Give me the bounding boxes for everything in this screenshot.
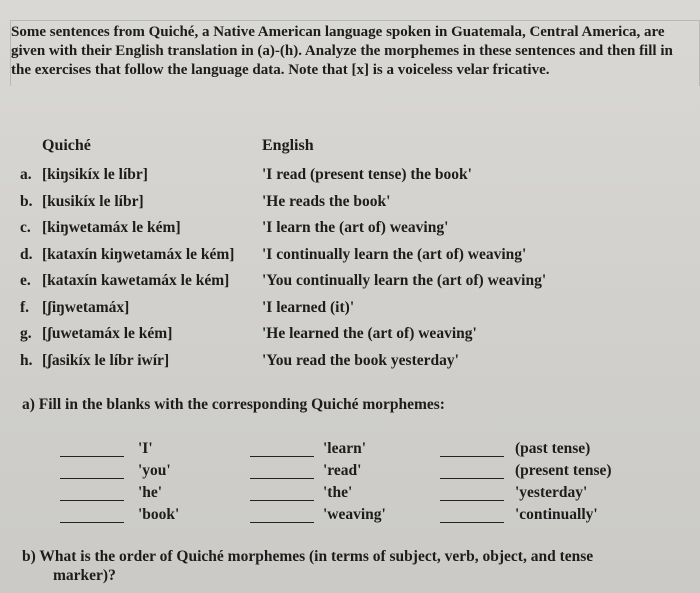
row-label: g. — [20, 325, 32, 342]
blank-gloss: 'book' — [138, 506, 180, 523]
blank-gloss: 'yesterday' — [515, 484, 588, 501]
row-label: e. — [20, 272, 31, 289]
answer-blank[interactable] — [250, 456, 314, 457]
data-row — [0, 272, 700, 294]
question-b-line-2: marker)? — [53, 567, 116, 584]
answer-blank[interactable] — [250, 522, 314, 523]
column-header-quiche: Quiché — [42, 137, 91, 154]
answer-blank[interactable] — [60, 500, 124, 501]
question-a: a) Fill in the blanks with the corresponding Quiché morphemes: — [22, 396, 445, 413]
english-translation: 'He learned the (art of) weaving' — [262, 325, 477, 342]
data-row — [0, 299, 700, 321]
answer-blank[interactable] — [60, 522, 124, 523]
blank-gloss: 'he' — [138, 484, 163, 501]
blank-gloss: 'you' — [138, 462, 171, 479]
english-translation: 'I learn the (art of) weaving' — [262, 219, 449, 236]
english-translation: 'I learned (it)' — [262, 298, 355, 316]
row-label: c. — [20, 219, 31, 236]
row-label: h. — [20, 351, 33, 369]
question-b-line-1: b) What is the order of Quiché morphemes (in terms of subject, verb, object, and tense — [22, 548, 594, 565]
blank-gloss: (past tense) — [515, 440, 591, 457]
row-label: a. — [20, 166, 32, 183]
data-row — [0, 219, 700, 241]
quiche-sentence: [kataxín kawetamáx le kém] — [42, 272, 230, 289]
english-translation: 'I continually learn the (art of) weaving' — [262, 245, 527, 263]
answer-blank[interactable] — [440, 500, 504, 501]
english-translation: 'You continually learn the (art of) weaving' — [262, 272, 547, 289]
answer-blank[interactable] — [440, 456, 504, 457]
blank-gloss: (present tense) — [515, 462, 612, 479]
data-row — [0, 246, 700, 268]
quiche-sentence: [ʃasikíx le líbr iwír] — [42, 351, 170, 369]
column-header-english: English — [262, 137, 314, 154]
question-b — [22, 547, 682, 585]
answer-blank[interactable] — [60, 456, 124, 457]
quiche-sentence: [kiŋwetamáx le kém] — [42, 219, 181, 236]
blank-gloss: 'weaving' — [323, 506, 386, 523]
answer-blank[interactable] — [440, 522, 504, 523]
blank-gloss: 'continually' — [515, 506, 598, 523]
quiche-sentence: [kusikíx le líbr] — [42, 192, 144, 210]
blank-gloss: 'the' — [323, 484, 353, 501]
english-translation: 'He reads the book' — [262, 192, 391, 210]
row-label: b. — [20, 192, 33, 210]
answer-blank[interactable] — [440, 478, 504, 479]
quiche-sentence: [kiŋsikíx le líbr] — [42, 166, 148, 183]
answer-blank[interactable] — [250, 478, 314, 479]
blank-gloss: 'learn' — [323, 440, 367, 457]
english-translation: 'I read (present tense) the book' — [262, 166, 472, 183]
row-label: d. — [20, 245, 33, 263]
intro-paragraph: Some sentences from Quiché, a Native American language spoken in Guatemala, Central America, are given with their English translation in (a)-(h). Analyze the morphemes in these sentences and then fill in the exercises that follow the language data. Note that [x] is a voiceless velar fricative. — [10, 20, 700, 86]
answer-blank[interactable] — [60, 478, 124, 479]
data-row — [0, 193, 700, 215]
blank-gloss: 'read' — [323, 462, 362, 479]
answer-blank[interactable] — [250, 500, 314, 501]
quiche-sentence: [ʃiŋwetamáx] — [42, 298, 130, 316]
quiche-sentence: [ʃuwetamáx le kém] — [42, 325, 173, 342]
english-translation: 'You read the book yesterday' — [262, 351, 459, 369]
data-row — [0, 166, 700, 188]
data-row — [0, 325, 700, 347]
blank-gloss: 'I' — [138, 440, 153, 457]
row-label: f. — [20, 298, 30, 316]
quiche-sentence: [kataxín kiŋwetamáx le kém] — [42, 245, 235, 263]
data-row — [0, 352, 700, 374]
